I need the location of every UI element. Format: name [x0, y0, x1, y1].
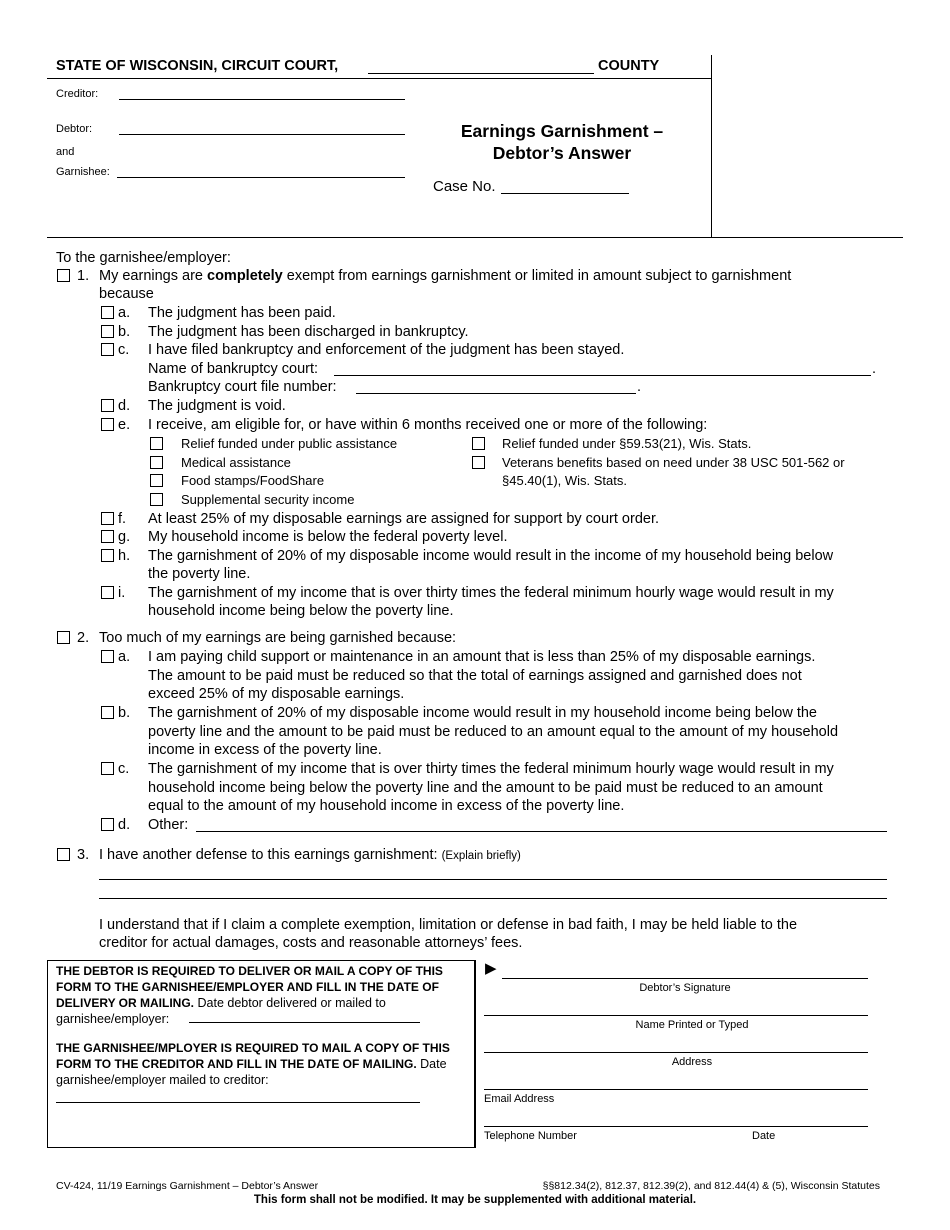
item-1e-letter: e. — [118, 417, 131, 433]
item-3-text — [99, 846, 521, 865]
item-1-text-pre: My earnings are — [99, 268, 207, 284]
item-2c-text-line3: equal to the amount of my household income in excess of the poverty line. — [148, 798, 625, 814]
item-2-text: Too much of my earnings are being garnished because: — [99, 630, 457, 646]
item-1h-text-line1: The garnishment of 20% of my disposable income would result in the income of my household being below — [148, 548, 834, 564]
signature-divider — [475, 960, 476, 1148]
garnishee-field[interactable] — [117, 177, 405, 178]
item-2a-text-line3: exceed 25% of my disposable earnings. — [148, 686, 405, 702]
item-1-text — [99, 267, 791, 285]
case-no-field[interactable] — [501, 193, 629, 194]
benefit-medical-label: Medical assistance — [181, 455, 291, 470]
benefit-foodstamps-checkbox[interactable] — [150, 474, 163, 487]
benefit-foodstamps-label: Food stamps/FoodShare — [181, 473, 325, 488]
bankruptcy-court-label: Name of bankruptcy court: — [148, 361, 319, 377]
item-2a-text-line2: The amount to be paid must be reduced so that the total of earnings assigned and garnished does not — [148, 668, 802, 684]
item-1i-letter: i. — [118, 585, 126, 601]
understand-text-line2: creditor for actual damages, costs and reasonable attorneys’ fees. — [99, 935, 523, 951]
item-2-number: 2. — [77, 630, 90, 646]
delivery-instructions-debtor — [56, 963, 470, 1027]
item-1a-letter: a. — [118, 305, 131, 321]
telephone-label: Telephone Number — [484, 1130, 577, 1142]
item-1f-checkbox[interactable] — [101, 512, 114, 525]
creditor-field[interactable] — [119, 99, 405, 100]
item-1-text-bold: completely — [207, 268, 283, 284]
item-1b-text: The judgment has been discharged in bankruptcy. — [148, 324, 469, 340]
garnishee-label: Garnishee: — [56, 166, 110, 178]
debtor-instr-rest: Date debtor delivered or mailed to — [194, 996, 386, 1010]
debtor-instr-line3 — [56, 995, 470, 1011]
county-label: COUNTY — [598, 58, 660, 74]
item-3-number: 3. — [77, 847, 90, 863]
creditor-label: Creditor: — [56, 88, 99, 100]
debtor-label: Debtor: — [56, 123, 93, 135]
item-3-hint: (Explain briefly) — [441, 850, 521, 862]
item-2c-text-line1: The garnishment of my income that is over thirty times the federal minimum hourly wage would result in my — [148, 761, 834, 777]
garnishee-instr-bold2: FORM TO THE CREDITOR AND FILL IN THE DATE OF MAILING. — [56, 1057, 417, 1071]
item-2d-checkbox[interactable] — [101, 818, 114, 831]
item-1a-checkbox[interactable] — [101, 306, 114, 319]
bankruptcy-file-label: Bankruptcy court file number: — [148, 379, 337, 395]
item-2d-other-field[interactable] — [196, 831, 887, 832]
delivery-instructions-garnishee — [56, 1040, 470, 1088]
item-1b-letter: b. — [118, 324, 131, 340]
header-bottom-rule — [47, 237, 903, 238]
email-label: Email Address — [484, 1093, 555, 1105]
item-2b-letter: b. — [118, 705, 131, 721]
item-1h-checkbox[interactable] — [101, 549, 114, 562]
item-1f-text: At least 25% of my disposable earnings are assigned for support by court order. — [148, 511, 660, 527]
item-2c-checkbox[interactable] — [101, 762, 114, 775]
statutes-reference: §§812.34(2), 812.37, 812.39(2), and 812.44(4) & (5), Wisconsin Statutes — [542, 1180, 880, 1192]
benefit-public-assistance-checkbox[interactable] — [150, 437, 163, 450]
debtor-delivery-date-field[interactable] — [189, 1022, 420, 1023]
item-2-checkbox[interactable] — [57, 631, 70, 644]
item-2d-label: Other: — [148, 817, 189, 833]
understand-text-line1: I understand that if I claim a complete exemption, limitation or defense in bad faith, I may be held liable to the — [99, 917, 798, 933]
signature-arrow-icon: ▶ — [485, 960, 497, 977]
item-1-text-cont: because — [99, 286, 154, 302]
item-1h-letter: h. — [118, 548, 131, 564]
item-1g-checkbox[interactable] — [101, 530, 114, 543]
debtor-instr-line4: garnishee/employer: — [56, 1012, 170, 1026]
item-1-text-post: exempt from earnings garnishment or limited in amount subject to garnishment — [282, 268, 792, 284]
item-1b-checkbox[interactable] — [101, 325, 114, 338]
item-1d-letter: d. — [118, 398, 131, 414]
garnishee-instr-line1: THE GARNISHEE/MPLOYER IS REQUIRED TO MAIL A COPY OF THIS — [56, 1041, 450, 1055]
debtor-instr-line1: THE DEBTOR IS REQUIRED TO DELIVER OR MAIL A COPY OF THIS — [56, 964, 443, 978]
form-title-line2: Debtor’s Answer — [492, 143, 632, 163]
item-1i-checkbox[interactable] — [101, 586, 114, 599]
benefit-veterans-checkbox[interactable] — [472, 456, 485, 469]
bankruptcy-court-period: . — [872, 361, 877, 377]
garnishee-instr-rest: Date — [416, 1057, 447, 1071]
item-1e-checkbox[interactable] — [101, 418, 114, 431]
name-printed-label: Name Printed or Typed — [635, 1019, 749, 1031]
item-1-checkbox[interactable] — [57, 269, 70, 282]
item-1c-letter: c. — [118, 342, 130, 358]
garnishee-mailed-date-field[interactable] — [56, 1102, 420, 1103]
item-1a-text: The judgment has been paid. — [148, 305, 336, 321]
court-heading: STATE OF WISCONSIN, CIRCUIT COURT, — [56, 58, 339, 74]
item-1c-checkbox[interactable] — [101, 343, 114, 356]
benefit-medical-checkbox[interactable] — [150, 456, 163, 469]
modification-notice: This form shall not be modified. It may be supplemented with additional material. — [253, 1194, 697, 1206]
debtor-signature-field[interactable] — [502, 978, 868, 979]
header-divider — [711, 55, 712, 238]
benefit-ssi-label: Supplemental security income — [181, 492, 355, 507]
item-2a-checkbox[interactable] — [101, 650, 114, 663]
county-name-field[interactable] — [368, 73, 594, 74]
name-printed-field[interactable] — [484, 1015, 868, 1016]
item-1g-text: My household income is below the federal poverty level. — [148, 529, 508, 545]
address-field[interactable] — [484, 1052, 868, 1053]
item-2b-text-line2: poverty line and the amount to be paid must be reduced to an amount equal to the amount of my household — [148, 724, 839, 740]
debtor-signature-label: Debtor’s Signature — [639, 982, 731, 994]
case-no-label: Case No. — [433, 178, 496, 195]
item-2c-letter: c. — [118, 761, 130, 777]
bankruptcy-file-field[interactable] — [356, 393, 636, 394]
item-2b-checkbox[interactable] — [101, 706, 114, 719]
item-1d-text: The judgment is void. — [148, 398, 286, 414]
benefit-ssi-checkbox[interactable] — [150, 493, 163, 506]
item-1c-text: I have filed bankruptcy and enforcement of the judgment has been stayed. — [148, 342, 625, 358]
address-label: Address — [671, 1056, 713, 1068]
benefit-veterans-label: Veterans benefits based on need under 38 USC 501-562 or — [502, 455, 845, 470]
item-1d-checkbox[interactable] — [101, 399, 114, 412]
benefit-veterans-label-cont: §45.40(1), Wis. Stats. — [502, 473, 627, 488]
item-2b-text-line1: The garnishment of 20% of my disposable income would result in my household income being below the — [148, 705, 817, 721]
telephone-date-field[interactable] — [484, 1126, 868, 1127]
item-1e-text: I receive, am eligible for, or have within 6 months received one or more of the following: — [148, 417, 708, 433]
form-title-line1: Earnings Garnishment – — [460, 121, 664, 141]
item-2a-text-line1: I am paying child support or maintenance in an amount that is less than 25% of my disposable earnings. — [148, 649, 816, 665]
email-field[interactable] — [484, 1089, 868, 1090]
item-3-text-main: I have another defense to this earnings garnishment: — [99, 847, 438, 863]
debtor-instr-bold3: DELIVERY OR MAILING. — [56, 996, 195, 1010]
item-3-checkbox[interactable] — [57, 848, 70, 861]
garnishee-instr-line2 — [56, 1056, 470, 1072]
item-1f-letter: f. — [118, 511, 127, 527]
item-2c-text-line2: household income being below the poverty line and the amount to be paid must be reduced to an amount — [148, 780, 823, 796]
bankruptcy-court-field[interactable] — [334, 375, 871, 376]
item-1g-letter: g. — [118, 529, 131, 545]
intro-text: To the garnishee/employer: — [56, 250, 231, 266]
benefit-public-assistance-label: Relief funded under public assistance — [181, 436, 398, 451]
garnishee-instr-line3: garnishee/employer mailed to creditor: — [56, 1073, 269, 1087]
item-3-explain-field-1[interactable] — [99, 879, 887, 880]
debtor-instr-line2: FORM TO THE GARNISHEE/EMPLOYER AND FILL IN THE DATE OF — [56, 980, 439, 994]
item-2b-text-line3: income in excess of the poverty line. — [148, 742, 382, 758]
item-3-explain-field-2[interactable] — [99, 898, 887, 899]
bankruptcy-file-period: . — [637, 379, 642, 395]
item-1i-text-line1: The garnishment of my income that is over thirty times the federal minimum hourly wage would result in my — [148, 585, 834, 601]
and-label: and — [56, 146, 75, 158]
item-2a-letter: a. — [118, 649, 131, 665]
benefit-relief-59-checkbox[interactable] — [472, 437, 485, 450]
header-rule — [47, 78, 711, 79]
item-1-number: 1. — [77, 268, 90, 284]
item-2d-letter: d. — [118, 817, 131, 833]
benefit-relief-59-label: Relief funded under §59.53(21), Wis. Stats. — [502, 436, 752, 451]
form-code: CV-424, 11/19 Earnings Garnishment – Debtor’s Answer — [56, 1180, 319, 1192]
item-1h-text-line2: the poverty line. — [148, 566, 251, 582]
date-label: Date — [752, 1130, 776, 1142]
item-1i-text-line2: household income being below the poverty line. — [148, 603, 454, 619]
debtor-field[interactable] — [119, 134, 405, 135]
